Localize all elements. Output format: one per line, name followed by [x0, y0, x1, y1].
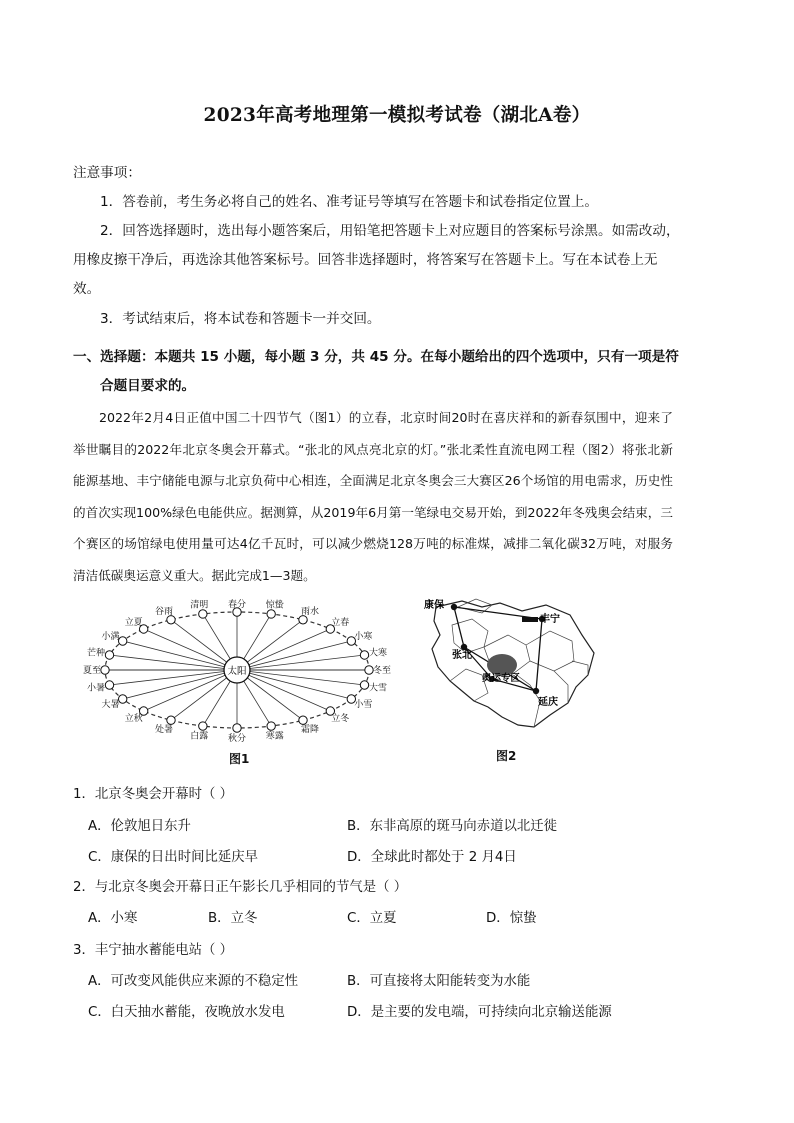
solar-term-label: 谷雨	[154, 607, 174, 618]
question-2-option-a[interactable]: A．小寒	[88, 911, 138, 926]
figure2-map	[422, 595, 602, 735]
solar-term-label: 立秋	[124, 714, 143, 725]
sun-label: 太阳	[227, 666, 247, 677]
solar-term-label: 小暑	[86, 683, 105, 694]
solar-term-label: 大雪	[369, 683, 388, 694]
solar-term-node	[118, 637, 126, 645]
yanqing-marker	[533, 688, 539, 694]
solar-term-label: 清明	[190, 600, 209, 611]
spoke-line	[237, 641, 351, 670]
fengning-station	[522, 617, 538, 622]
solar-term-node	[299, 716, 307, 724]
reading-passage	[73, 402, 673, 591]
solar-term-node	[267, 610, 275, 618]
question-3-option-c[interactable]: C．白天抽水蓄能，夜晚放水发电	[88, 1005, 285, 1020]
spoke-line	[123, 670, 237, 699]
question-2-option-d[interactable]: D．惊蛰	[486, 911, 537, 926]
spoke-line	[109, 655, 237, 670]
solar-term-label: 立夏	[124, 617, 143, 628]
passage-paragraph: 2022年2月4日正值中国二十四节气（图1）的立春，北京时间20时在喜庆祥和的新春氛围中，迎来了举世瞩目的2022年北京冬奥会开幕式。“张北的风点亮北京的灯。”张北柔性直流电网工程（图2）将张北新能源基地、丰宁储能电源与北京负荷中心相连，全面满足北京冬奥会三大赛区26个场馆的用电需求，历史性的首次实现100%绿色电能供应。据测算，从2019年6月第一笔绿电交易开始，到2022年冬残奥会结束，三个赛区的场馆绿电使用量可达4亿千瓦时，可以减少燃烧128万吨的标准煤，减排二氧化碳32万吨，对服务清洁低碳奥运意义重大。据此完成1—3题。	[73, 410, 673, 583]
solar-term-label: 寒露	[265, 731, 284, 742]
note-1: 1．答卷前，考生务必将自己的姓名、准考证号等填写在答题卡和试卷指定位置上。	[100, 194, 599, 210]
solar-term-label: 大暑	[101, 700, 120, 710]
solar-term-label: 芒种	[86, 648, 105, 659]
spoke-line	[237, 670, 351, 699]
spoke-line	[237, 670, 365, 685]
solar-term-label: 小寒	[354, 632, 373, 642]
kangbao-label: 康保	[424, 600, 444, 611]
solar-term-node	[101, 666, 109, 674]
kangbao-marker	[451, 604, 457, 610]
solar-term-label: 秋分	[227, 734, 247, 744]
solar-term-label: 春分	[227, 600, 247, 610]
question-1-option-a[interactable]: A．伦敦旭日东升	[88, 819, 191, 834]
yanqing-label: 延庆	[538, 697, 558, 708]
question-3-option-d[interactable]: D．是主要的发电端，可持续向北京输送能源	[347, 1005, 612, 1020]
solar-term-node	[118, 695, 126, 703]
question-1-option-c[interactable]: C．康保的日出时间比延庆早	[88, 850, 259, 865]
notes-heading: 注意事项：	[73, 165, 141, 181]
solar-term-label: 大寒	[369, 648, 388, 659]
question-1-stem: 1．北京冬奥会开幕时（ ）	[73, 787, 234, 802]
note-3: 3．考试结束后，将本试卷和答题卡一并交回。	[100, 311, 381, 327]
solar-term-node	[365, 666, 373, 674]
note-2-line2: 用橡皮擦干净后，再选涂其他答案标号。回答非选择题时，将答案写在答题卡上。写在本试卷上无	[73, 252, 658, 268]
solar-term-label: 惊蛰	[265, 600, 284, 611]
question-1-option-b[interactable]: B．东非高原的斑马向赤道以北迁徙	[347, 819, 558, 834]
figure1-caption: 图1	[229, 752, 250, 766]
page-title: 2023年高考地理第一模拟考试卷（湖北A卷）	[203, 105, 591, 126]
solar-term-label: 冬至	[372, 666, 392, 676]
solar-term-label: 霜降	[300, 724, 320, 735]
solar-term-node	[233, 724, 241, 732]
question-3-stem: 3．丰宁抽水蓄能电站（ ）	[73, 943, 234, 958]
solar-term-label: 白露	[190, 731, 209, 742]
solar-term-node	[360, 651, 368, 659]
question-2-option-b[interactable]: B．立冬	[208, 911, 258, 926]
solar-term-label: 处暑	[154, 724, 174, 735]
zhangbei-label: 张北	[452, 650, 472, 661]
question-1-option-d[interactable]: D．全球此时都处于 2 月4日	[347, 850, 517, 865]
solar-term-node	[199, 722, 207, 730]
olympic-label: 奥运专区	[482, 673, 521, 684]
spoke-line	[237, 655, 365, 670]
note-2-line3: 效。	[73, 281, 101, 297]
solar-term-label: 夏至	[82, 666, 102, 676]
solar-term-node	[105, 681, 113, 689]
figure1-solar-terms-diagram	[82, 598, 392, 744]
solar-term-label: 雨水	[300, 607, 320, 618]
question-2-option-c[interactable]: C．立夏	[347, 911, 397, 926]
solar-term-node	[199, 610, 207, 618]
solar-term-node	[360, 681, 368, 689]
spoke-line	[123, 641, 237, 670]
solar-term-label: 小雪	[354, 700, 373, 710]
fengning-label: 丰宁	[540, 614, 560, 625]
question-3-option-a[interactable]: A．可改变风能供应来源的不稳定性	[88, 974, 299, 989]
solar-term-node	[167, 716, 175, 724]
figure2-caption: 图2	[496, 749, 517, 763]
question-3-option-b[interactable]: B．可直接将太阳能转变为水能	[347, 974, 531, 989]
question-2-stem: 2．与北京冬奥会开幕日正午影长几乎相同的节气是（ ）	[73, 880, 408, 895]
section-heading: 一、选择题：本题共 15 小题，每小题 3 分，共 45 分。在每小题给出的四个选项中，只有一项是符	[73, 349, 679, 365]
solar-term-node	[105, 651, 113, 659]
solar-term-label: 小满	[101, 632, 120, 642]
section-heading-cont: 合题目要求的。	[100, 378, 196, 394]
note-2-line1: 2．回答选择题时，选出每小题答案后，用铅笔把答题卡上对应题目的答案标号涂黑。如需改动，	[100, 223, 680, 239]
spoke-line	[109, 670, 237, 685]
solar-term-label: 立春	[331, 617, 350, 628]
solar-term-label: 立冬	[331, 714, 350, 725]
solar-term-node	[267, 722, 275, 730]
